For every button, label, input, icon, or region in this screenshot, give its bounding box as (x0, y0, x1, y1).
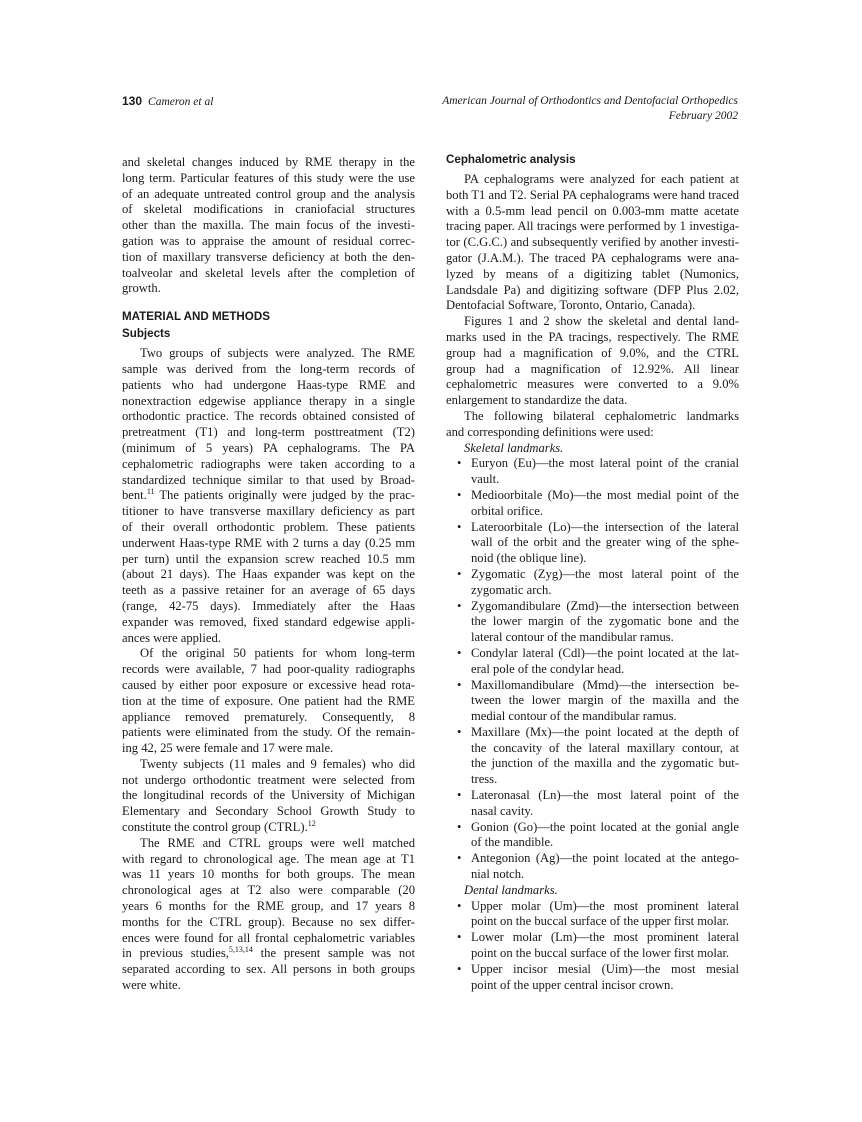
subsection-label (446, 441, 739, 457)
text-line: point on the buccal surface of the lower first molar. (471, 946, 730, 961)
paragraph (122, 646, 415, 757)
text-line: • Gonion (Go)—the point located at the gonial angle (446, 820, 739, 836)
text-line: (about 21 days). The Haas expander was kept on the (122, 567, 415, 582)
text-line: wall of the orbit and the greater wing of the sphe- (471, 535, 739, 550)
section-heading (122, 308, 415, 325)
text-line: tween the lower margin of the maxilla and the (471, 693, 739, 708)
text-line: of an adequate untreated control group and the analysis (122, 186, 415, 201)
bullet-item (446, 725, 739, 788)
text-line: pretreatment (T1) and long-term posttreatment (T2) (122, 425, 415, 440)
text-line: • Lateronasal (Ln)—the most lateral point of the (446, 788, 739, 804)
text-line: MATERIAL AND METHODS (122, 310, 270, 324)
text-line: with a 0.5-mm lead pencil on 0.003-mm matte acetate (446, 203, 739, 218)
text-line: records were available, 7 had poor-quality radiographs (122, 662, 415, 677)
text-line: noid (the oblique line). (471, 551, 587, 566)
paragraph (122, 836, 415, 994)
text-segment: The patients originally were judged by the prac- (154, 488, 415, 503)
bullet-item (446, 678, 739, 725)
text-line: per turn) until the expansion screw reached 10.5 mm (122, 551, 415, 566)
text-line: long term. Particular features of this study were the use (122, 170, 415, 185)
text-line: standardized technique similar to that used by Broad- (122, 472, 415, 487)
page-number: 130 (122, 94, 143, 108)
bullet-item (446, 456, 739, 488)
text-line: both T1 and T2. Serial PA cephalograms were hand traced (446, 187, 739, 202)
text-line: group had a magnification of 12.92%. All linear (446, 361, 739, 376)
text-line: nonextraction edgewise appliance therapy in a single (122, 393, 415, 408)
citation-superscript: 12 (307, 819, 316, 829)
text-line: teeth as a passive retainer for an average of 65 days (122, 583, 415, 598)
text-line: years 6 months for the RME group, and 17 years 8 (122, 899, 415, 914)
text-line: • Maxillomandibulare (Mmd)—the intersection be- (446, 678, 739, 694)
bullet-item (446, 520, 739, 567)
text-line: lyzed by means of a digitizing tablet (Numonics, (446, 266, 739, 281)
bullet-item (446, 599, 739, 646)
running-authors: Cameron et al (148, 96, 214, 108)
text-line: • Antegonion (Ag)—the point located at the antego- (446, 851, 739, 867)
text-line: orbital orifice. (471, 503, 544, 518)
text-line: eral pole of the condylar head. (471, 661, 625, 676)
text-line: tracing paper. All tracings were performed by 1 investiga- (446, 219, 739, 234)
text-line: months for the CTRL group). Because no sex differ- (122, 914, 415, 929)
text-line: Cephalometric analysis (446, 153, 576, 166)
text-line: (range, 42-75 days). Immediately after the Haas (122, 598, 415, 613)
text-segment: bent. (122, 488, 147, 503)
text-line: nasal cavity. (471, 803, 534, 818)
text-line: • Zygomandibulare (Zmd)—the intersection between (446, 599, 739, 615)
text-line: • Medioorbitale (Mo)—the most medial point of the (446, 488, 739, 504)
text-line: the lower margin of the zygomatic bone and the (471, 614, 739, 629)
bullet-item (446, 851, 739, 883)
text-line: gator (J.A.M.). The traced PA cephalograms were ana- (446, 250, 739, 265)
text-segment: the present sample was not (252, 946, 415, 961)
text-line: The following bilateral cephalometric landmarks (464, 408, 739, 423)
text-line: • Upper incisor mesial (Uim)—the most mesial (446, 962, 739, 978)
text-line: the longitudinal records of the University of Michigan (122, 788, 415, 803)
text-line: tor (C.G.C.) and subsequently verified by another investi- (446, 235, 739, 250)
text-line: • Lower molar (Lm)—the most prominent lateral (446, 930, 739, 946)
text-segment: constitute the control group (CTRL). (122, 820, 308, 835)
text-line: cephalometric radiographs were taken according to a (122, 456, 415, 471)
text-line: tress. (471, 772, 498, 787)
paragraph (446, 314, 739, 409)
text-line: zygomatic arch. (471, 582, 552, 597)
text-line: the concavity of the lateral maxillary contour, at (471, 740, 739, 755)
text-line: ing 42, 25 were female and 17 were male. (122, 741, 334, 756)
right-column (446, 151, 739, 993)
text-line: • Condylar lateral (Cdl)—the point located at the lat- (446, 646, 739, 662)
citation-superscript: 5,13,14 (228, 945, 253, 955)
paragraph (446, 409, 739, 441)
bullet-item (446, 788, 739, 820)
bullet-item (446, 646, 739, 678)
citation-superscript: 11 (146, 487, 155, 497)
journal-title: American Journal of Orthodontics and Dentofacial Orthopedics (442, 95, 738, 107)
text-line: vault. (471, 472, 500, 487)
text-line: toalveolar and skeletal levels after the completion of (122, 265, 415, 280)
text-line: Subjects (122, 327, 171, 341)
text-line (122, 946, 415, 962)
text-line: medial contour of the mandibular ramus. (471, 709, 677, 724)
text-line: lateral contour of the mandibular ramus. (471, 630, 674, 645)
text-line: Dental landmarks. (464, 882, 558, 897)
bullet-item (446, 930, 739, 962)
text-line: cephalometric measures were converted to a 9.0% (446, 377, 739, 392)
text-line: • Lateroorbitale (Lo)—the intersection of the lateral (446, 520, 739, 536)
text-line: of skeletal modifications in craniofacial structures (122, 202, 415, 217)
text-line (122, 820, 415, 836)
paragraph (446, 172, 739, 314)
text-line: • Zygomatic (Zyg)—the most lateral point of the (446, 567, 739, 583)
text-line: Two groups of subjects were analyzed. The RME (140, 346, 415, 361)
paragraph (122, 346, 415, 646)
text-line: nial notch. (471, 867, 525, 882)
running-header-left (122, 94, 213, 109)
text-line: were white. (122, 978, 181, 993)
text-line: Dentofacial Software, Toronto, Ontario, Canada). (446, 298, 696, 313)
paragraph (122, 155, 415, 297)
text-line: growth. (122, 281, 161, 296)
text-line: ances were applied. (122, 630, 221, 645)
text-line (122, 488, 415, 504)
text-line: caused by either poor exposure or excessive head rota- (122, 677, 415, 692)
text-line: point of the upper central incisor crown. (471, 977, 674, 992)
text-line: (minimum of 5 years) PA cephalograms. The PA (122, 440, 415, 455)
text-line: and corresponding definitions were used: (446, 424, 654, 439)
bullet-item (446, 820, 739, 852)
text-line: patients who had undergone Haas-type RME and (122, 377, 415, 392)
section-heading (122, 325, 415, 342)
text-line: • Maxillare (Mx)—the point located at the depth of (446, 725, 739, 741)
text-line: Of the original 50 patients for whom long-term (140, 646, 415, 661)
left-column (122, 155, 415, 994)
section-heading (446, 151, 739, 168)
bullet-item (446, 488, 739, 520)
text-line: • Euryon (Eu)—the most lateral point of the cranial (446, 456, 739, 472)
text-segment: in previous studies, (122, 946, 229, 961)
text-line: gation was to appraise the amount of residual correc- (122, 233, 415, 248)
text-line: enlargement to standardize the data. (446, 393, 628, 408)
text-line: of the mandible. (471, 835, 554, 850)
text-line: PA cephalograms were analyzed for each patient at (464, 172, 739, 186)
text-line: of their overall orthodontic problem. These patients (122, 519, 415, 534)
text-line: The RME and CTRL groups were well matched (140, 835, 415, 850)
text-line: with regard to chronological age. The mean age at T1 (122, 851, 415, 866)
text-line: Skeletal landmarks. (464, 440, 564, 455)
text-line: Landsdale Pa) and digitizing software (DFP Plus 2.02, (446, 282, 739, 297)
text-line: tion of maxillary transverse deficiency at both the den- (122, 249, 415, 264)
bullet-item (446, 962, 739, 994)
text-line: patients were eliminated from the study. Of the remain- (122, 725, 415, 740)
bullet-item (446, 899, 739, 931)
text-line: group had a magnification of 9.0%, and the CTRL (446, 345, 739, 360)
text-line: underwent Haas-type RME with 2 turns a day (0.25 mm (122, 535, 415, 550)
text-line: tion at the time of exposure. One patient had the RME (122, 693, 415, 708)
issue-date: February 2002 (668, 109, 738, 122)
running-header-right (442, 94, 738, 123)
text-line: ences were found for all frontal cephalometric variables (122, 930, 415, 945)
paragraph (122, 757, 415, 836)
text-line: and skeletal changes induced by RME therapy in the (122, 155, 415, 169)
text-line: expander was removed, fixed standard edgewise appli- (122, 614, 415, 629)
text-line: appliance removed prematurely. Consequently, 8 (122, 709, 415, 724)
text-line: separated according to sex. All persons in both groups (122, 962, 415, 977)
text-line: • Upper molar (Um)—the most prominent lateral (446, 899, 739, 915)
text-line: chronological ages at T2 also were comparable (20 (122, 883, 415, 898)
text-line: not undergo orthodontic treatment were selected from (122, 772, 415, 787)
text-line: Twenty subjects (11 males and 9 females) who did (140, 756, 415, 771)
text-line: point on the buccal surface of the upper first molar. (471, 914, 730, 929)
text-line: Elementary and Secondary School Growth Study to (122, 804, 415, 819)
text-line: was 11 years 10 months for both groups. The mean (122, 867, 415, 882)
text-line: the junction of the maxilla and the zygomatic but- (471, 756, 739, 771)
text-line: orthodontic practice. The records obtained consisted of (122, 409, 415, 424)
text-line: marks used in the PA tracings, respectively. The RME (446, 329, 739, 344)
text-line: titioner to have transverse maxillary deficiency as part (122, 504, 415, 519)
text-line: Figures 1 and 2 show the skeletal and dental land- (464, 314, 739, 329)
bullet-item (446, 567, 739, 599)
subsection-label (446, 883, 739, 899)
text-line: other than the maxilla. The main focus of the investi- (122, 218, 415, 233)
text-line: sample was derived from the long-term records of (122, 361, 415, 376)
